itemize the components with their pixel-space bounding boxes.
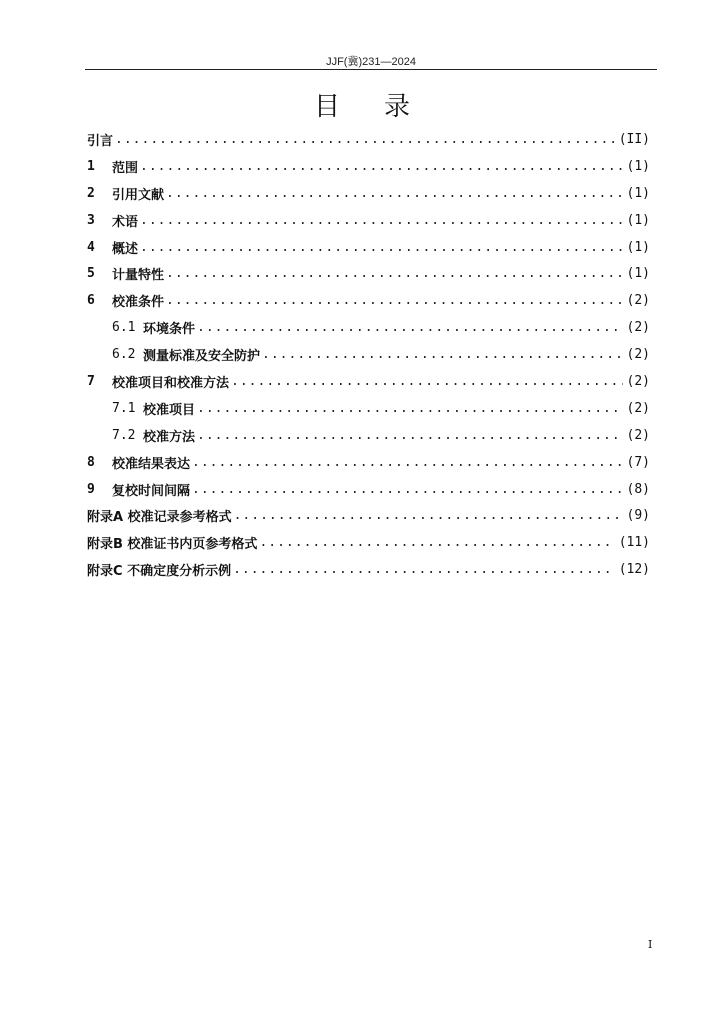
toc-entry-label: 校准方法	[143, 429, 196, 445]
toc-entry-number: 8	[87, 454, 95, 470]
toc-entry-number: 5	[87, 266, 95, 282]
toc-entry-label: 附录A 校准记录参考格式	[87, 510, 232, 526]
toc-entry-page: (1)	[626, 266, 650, 282]
toc-entry-number: 6.2	[112, 347, 136, 363]
toc-entry-label: 复校时间间隔	[112, 483, 191, 499]
toc-entry-page: (1)	[626, 158, 650, 174]
toc-entry[interactable]	[87, 180, 650, 207]
toc-entry-label: 概述	[112, 241, 139, 257]
toc-entry-page: (9)	[626, 508, 650, 524]
toc-entry-page: (11)	[618, 535, 650, 551]
toc-entry-number: 1	[87, 158, 95, 174]
toc-leader-dots	[192, 455, 623, 470]
toc-entry-number: 6	[87, 293, 95, 309]
toc-leader-dots	[262, 347, 623, 362]
document-code: JJF(冀)231—2024	[326, 56, 416, 68]
toc-entry-page: (1)	[626, 212, 650, 228]
toc-entry-number: 4	[87, 239, 95, 255]
toc-entry-label: 附录C 不确定度分析示例	[87, 564, 232, 580]
toc-entry-label: 引言	[87, 133, 114, 149]
toc-entry-number: 2	[87, 185, 95, 201]
toc-leader-dots	[115, 132, 615, 147]
toc-entry[interactable]	[87, 341, 650, 368]
toc-entry-label: 环境条件	[143, 322, 196, 338]
toc-leader-dots	[140, 213, 623, 228]
toc-entry[interactable]	[87, 287, 650, 314]
toc-entry[interactable]	[87, 395, 650, 422]
toc-entry-page: (II)	[618, 131, 650, 147]
toc-entry-label: 计量特性	[112, 268, 165, 284]
toc-leader-dots	[197, 428, 623, 443]
table-of-contents	[87, 126, 650, 583]
toc-entry-page: (2)	[626, 373, 650, 389]
toc-entry[interactable]	[87, 556, 650, 583]
toc-entry[interactable]	[87, 422, 650, 449]
toc-leader-dots	[234, 508, 623, 523]
toc-entry-number: 7	[87, 373, 95, 389]
toc-leader-dots	[231, 374, 623, 389]
toc-entry[interactable]	[87, 153, 650, 180]
toc-leader-dots	[166, 293, 623, 308]
toc-entry-label: 校准条件	[112, 295, 165, 311]
toc-leader-dots	[259, 535, 614, 550]
toc-entry-label: 校准项目和校准方法	[112, 375, 230, 391]
toc-entry-label: 测量标准及安全防护	[143, 349, 261, 365]
toc-leader-dots	[197, 320, 623, 335]
toc-entry[interactable]	[87, 234, 650, 261]
toc-entry[interactable]	[87, 476, 650, 503]
toc-entry[interactable]	[87, 207, 650, 234]
toc-leader-dots	[197, 401, 623, 416]
toc-entry-page: (1)	[626, 185, 650, 201]
toc-entry[interactable]	[87, 368, 650, 395]
toc-entry-number: 6.1	[112, 320, 136, 336]
toc-entry-page: (2)	[626, 400, 650, 416]
toc-entry-page: (7)	[626, 454, 650, 470]
toc-leader-dots	[192, 482, 623, 497]
toc-entry-label: 引用文献	[112, 187, 165, 203]
page-title: 目录	[313, 92, 454, 122]
toc-entry[interactable]	[87, 314, 650, 341]
toc-entry-number: 9	[87, 481, 95, 497]
toc-entry-label: 术语	[112, 214, 139, 230]
toc-entry[interactable]	[87, 502, 650, 529]
toc-entry-label: 附录B 校准证书内页参考格式	[87, 537, 258, 553]
toc-entry-page: (2)	[626, 427, 650, 443]
toc-leader-dots	[140, 159, 623, 174]
header-rule	[85, 69, 657, 70]
toc-entry-label: 范围	[112, 160, 139, 176]
toc-entry[interactable]	[87, 529, 650, 556]
toc-leader-dots	[233, 562, 615, 577]
toc-entry-page: (2)	[626, 293, 650, 309]
toc-entry-page: (2)	[626, 320, 650, 336]
toc-entry-label: 校准项目	[143, 402, 196, 418]
toc-entry-page: (1)	[626, 239, 650, 255]
toc-entry[interactable]	[87, 260, 650, 287]
toc-leader-dots	[166, 186, 623, 201]
toc-entry-label: 校准结果表达	[112, 456, 191, 472]
toc-entry-number: 3	[87, 212, 95, 228]
toc-entry-number: 7.1	[112, 400, 136, 416]
page-number: I	[648, 938, 653, 951]
toc-entry-page: (12)	[618, 562, 650, 578]
toc-entry[interactable]	[87, 126, 650, 153]
toc-entry-page: (8)	[626, 481, 650, 497]
toc-entry[interactable]	[87, 449, 650, 476]
toc-leader-dots	[140, 240, 623, 255]
toc-entry-page: (2)	[626, 347, 650, 363]
toc-entry-number: 7.2	[112, 427, 136, 443]
toc-leader-dots	[166, 266, 623, 281]
